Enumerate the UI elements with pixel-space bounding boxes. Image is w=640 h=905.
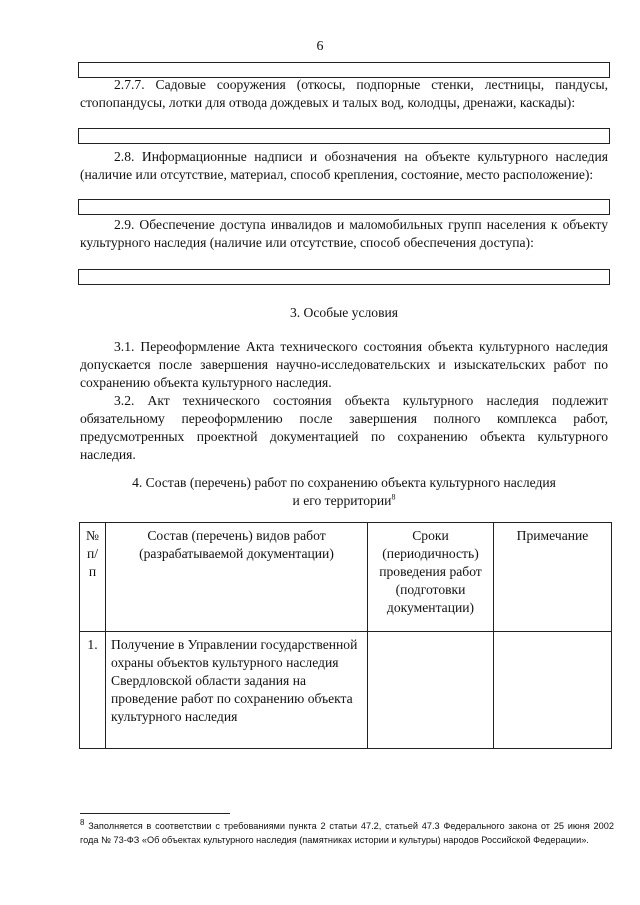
works-table: [79, 522, 612, 749]
row-description: Получение в Управлении государственной охраны объектов культурного наследия Свердловской области задания на проведение работ по сохранению объекта культурного наследия: [106, 632, 368, 749]
works-heading: [80, 474, 608, 510]
section-2-7-7-text: 2.7.7. Садовые сооружения (откосы, подпорные стенки, лестницы, пандусы, стопопандусы, лотки для отвода дождевых и талых вод, колодцы, дренажи, каскады):: [80, 77, 608, 110]
fill-in-field-2-8[interactable]: [78, 199, 610, 215]
row-num: 1.: [80, 632, 106, 749]
page-number: 6: [316, 39, 324, 54]
fill-in-field-2-9[interactable]: [78, 269, 610, 285]
paragraph-3-2: 3.2. Акт технического состояния объекта культурного наследия подлежит обязательному переоформлению после завершения полного комплекса работ, предусмотренных проектной документацией по сохранению объекта культурного наследия.: [80, 393, 608, 462]
fill-in-field-2-7-7[interactable]: [78, 128, 610, 144]
table-header-row: [80, 523, 612, 632]
row-terms-cell[interactable]: [368, 632, 494, 749]
section-2-9-text: 2.9. Обеспечение доступа инвалидов и маломобильных групп населения к объекту культурного наследия (наличие или отсутствие, способ обеспечения доступа):: [80, 217, 608, 250]
footnote-reference: 8: [391, 492, 396, 502]
table-row: [80, 632, 612, 749]
column-header-terms: Сроки (периодичность) проведения работ (подготовки документации): [368, 523, 494, 632]
column-header-description: Состав (перечень) видов работ (разрабатываемой документации): [106, 523, 368, 632]
footnote-divider: [80, 813, 230, 814]
footnote-mark: 8: [80, 817, 85, 827]
footnote: [80, 819, 614, 847]
works-heading-line2-text: и его территории: [292, 493, 392, 508]
column-header-note: Примечание: [494, 523, 612, 632]
section-2-8-text: 2.8. Информационные надписи и обозначения на объекте культурного наследия (наличие или отсутствие, материал, способ крепления, состояние, место расположение):: [80, 149, 608, 182]
works-heading-line2: [80, 492, 608, 510]
works-heading-line1: 4. Состав (перечень) работ по сохранению объекта культурного наследия: [132, 475, 556, 490]
row-note-cell[interactable]: [494, 632, 612, 749]
special-conditions-heading: 3. Особые условия: [289, 305, 399, 320]
paragraph-3-1: 3.1. Переоформление Акта технического состояния объекта культурного наследия допускается после завершения научно-исследовательских и изыскательских работ по сохранению объекта культурного наследия.: [80, 339, 608, 390]
footnote-text: Заполняется в соответствии с требованиями пункта 2 статьи 47.2, статьей 47.3 Федерального закона от 25 июня 2002 года № 73-ФЗ «Об объектах культурного наследия (памятниках истории и культуры) народов Российской Федерации».: [80, 821, 614, 845]
column-header-num: № п/п: [80, 523, 106, 632]
